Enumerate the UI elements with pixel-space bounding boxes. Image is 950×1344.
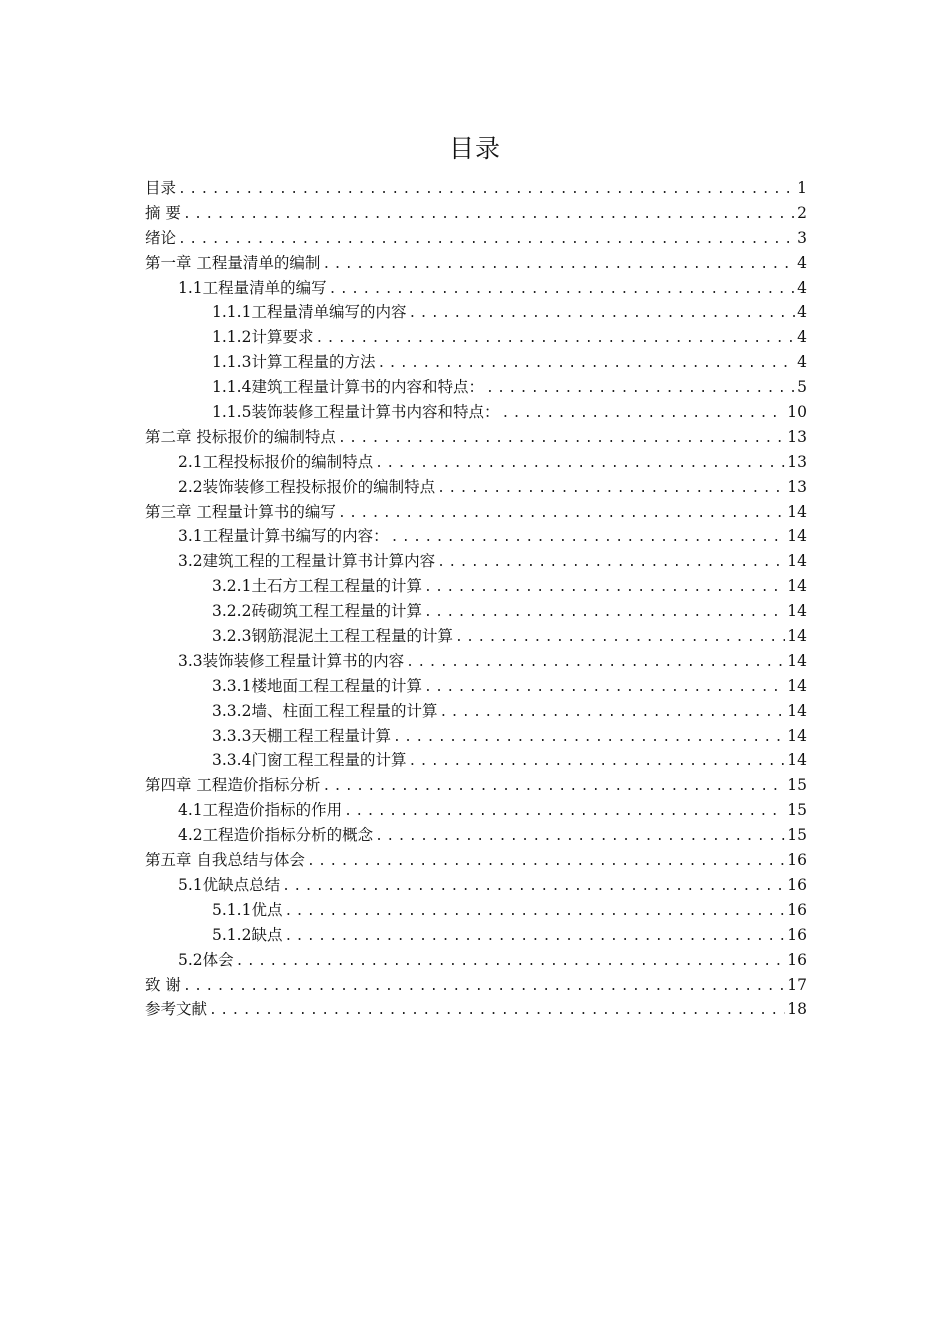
toc-entry-title: 1.1.4建筑工程量计算书的内容和特点：	[212, 378, 484, 397]
toc-page-number: 13	[787, 427, 807, 446]
toc-dot-leader	[322, 253, 795, 278]
toc-page-number: 1	[797, 179, 807, 197]
toc-entry[interactable]	[145, 276, 807, 301]
toc-entry[interactable]	[145, 500, 807, 525]
toc-entry-title: 5.1优缺点总结	[178, 875, 281, 894]
toc-entry[interactable]	[145, 948, 807, 973]
toc-entry-title: 3.3.3天棚工程工程量计算	[212, 726, 391, 745]
toc-page-number: 14	[787, 502, 807, 521]
toc-page-number: 14	[787, 552, 807, 571]
toc-entry-title: 4.2工程造价指标分析的概念	[178, 826, 374, 845]
toc-dot-leader	[183, 203, 795, 228]
toc-dot-leader	[338, 502, 785, 527]
toc-dot-leader	[375, 825, 785, 850]
toc-page-number: 14	[787, 577, 807, 596]
toc-page-number: 14	[787, 676, 807, 695]
toc-entry-title: 5.2体会	[178, 950, 234, 969]
toc-entry[interactable]	[145, 251, 807, 276]
toc-dot-leader	[322, 775, 785, 800]
toc-entry[interactable]	[145, 624, 807, 649]
toc-entry[interactable]	[145, 898, 807, 923]
toc-entry-title: 目录	[145, 179, 177, 197]
toc-entry-title: 致 谢	[145, 975, 181, 994]
toc-entry[interactable]	[145, 226, 807, 251]
toc-page-number: 13	[787, 452, 807, 471]
toc-entry[interactable]	[145, 599, 807, 624]
toc-page-number: 16	[787, 851, 807, 870]
toc-page-number: 16	[787, 950, 807, 969]
toc-dot-leader	[439, 701, 785, 726]
toc-page-number: 10	[787, 403, 807, 422]
toc-page-number: 4	[797, 353, 807, 372]
toc-entry[interactable]	[145, 425, 807, 450]
toc-dot-leader	[501, 402, 785, 427]
toc-entry-title: 绪论	[145, 228, 177, 247]
toc-dot-leader	[209, 999, 785, 1024]
toc-entry[interactable]	[145, 674, 807, 699]
toc-entry[interactable]	[145, 549, 807, 574]
table-of-contents	[145, 176, 807, 1022]
toc-dot-leader	[424, 576, 785, 601]
toc-entry[interactable]	[145, 176, 807, 201]
toc-entry-title: 1.1.5装饰装修工程量计算书内容和特点：	[212, 403, 500, 422]
toc-entry-title: 5.1.1优点	[212, 900, 283, 919]
toc-dot-leader	[406, 651, 785, 676]
toc-page-number: 16	[787, 875, 807, 894]
toc-page-number: 5	[797, 378, 807, 397]
toc-dot-leader	[424, 676, 785, 701]
toc-dot-leader	[282, 875, 785, 900]
toc-entry[interactable]	[145, 997, 807, 1022]
toc-dot-leader	[424, 601, 785, 626]
toc-entry-title: 参考文献	[145, 1000, 208, 1019]
toc-page-number: 15	[787, 801, 807, 820]
toc-page-number: 15	[787, 826, 807, 845]
toc-dot-leader	[408, 302, 795, 327]
toc-entry-title: 3.3.1楼地面工程工程量的计算	[212, 676, 422, 695]
toc-entry-title: 摘 要	[145, 203, 181, 222]
toc-dot-leader	[183, 975, 785, 1000]
toc-entry[interactable]	[145, 524, 807, 549]
toc-page-number: 17	[787, 975, 807, 994]
toc-page-number: 4	[797, 253, 807, 272]
toc-entry[interactable]	[145, 798, 807, 823]
toc-entry[interactable]	[145, 400, 807, 425]
toc-page-number: 18	[787, 1000, 807, 1019]
toc-entry[interactable]	[145, 823, 807, 848]
toc-page-number: 14	[787, 527, 807, 546]
toc-page-number: 14	[787, 602, 807, 621]
toc-entry-title: 3.3.2墙、柱面工程工程量的计算	[212, 701, 438, 720]
toc-entry[interactable]	[145, 375, 807, 400]
toc-entry-title: 1.1.3计算工程量的方法	[212, 353, 376, 372]
toc-entry[interactable]	[145, 475, 807, 500]
toc-entry[interactable]	[145, 724, 807, 749]
toc-page-number: 3	[797, 228, 807, 247]
toc-dot-leader	[344, 800, 785, 825]
toc-dot-leader	[437, 477, 785, 502]
toc-entry-title: 3.3装饰装修工程量计算书的内容	[178, 651, 405, 670]
toc-entry[interactable]	[145, 748, 807, 773]
toc-entry-title: 3.3.4门窗工程工程量的计算	[212, 751, 407, 770]
toc-entry-title: 1.1.1工程量清单编写的内容	[212, 303, 407, 322]
toc-entry-title: 第五章 自我总结与体会	[145, 851, 305, 870]
toc-entry-title: 1.1工程量清单的编写	[178, 278, 327, 297]
toc-entry-title: 第一章 工程量清单的编制	[145, 253, 321, 272]
toc-entry-title: 3.2.2砖砌筑工程工程量的计算	[212, 602, 422, 621]
toc-entry[interactable]	[145, 773, 807, 798]
toc-page-number: 13	[787, 477, 807, 496]
toc-entry[interactable]	[145, 201, 807, 226]
toc-dot-leader	[486, 377, 795, 402]
toc-title: 目录	[448, 134, 501, 163]
toc-dot-leader	[329, 278, 795, 303]
toc-entry[interactable]	[145, 873, 807, 898]
toc-entry[interactable]	[145, 649, 807, 674]
toc-dot-leader	[284, 925, 785, 950]
toc-page-number: 16	[787, 900, 807, 919]
toc-entry-title: 第二章 投标报价的编制特点	[145, 427, 336, 446]
toc-dot-leader	[236, 950, 786, 975]
toc-entry-title: 第三章 工程量计算书的编写	[145, 502, 336, 521]
toc-entry[interactable]	[145, 350, 807, 375]
toc-dot-leader	[284, 900, 785, 925]
toc-dot-leader	[338, 427, 785, 452]
toc-page-number: 15	[787, 776, 807, 795]
toc-entry[interactable]	[145, 923, 807, 948]
toc-page-number: 14	[787, 726, 807, 745]
toc-dot-leader	[377, 352, 795, 377]
toc-entry[interactable]	[145, 699, 807, 724]
toc-page-number: 4	[797, 278, 807, 297]
toc-entry-title: 3.2.1土石方工程工程量的计算	[212, 577, 422, 596]
toc-page-number: 14	[787, 627, 807, 646]
toc-dot-leader	[178, 178, 795, 203]
toc-page-number: 4	[797, 328, 807, 347]
toc-entry[interactable]	[145, 325, 807, 350]
toc-entry-title: 4.1工程造价指标的作用	[178, 801, 343, 820]
toc-dot-leader	[307, 850, 785, 875]
toc-entry[interactable]	[145, 973, 807, 998]
toc-page-number: 14	[787, 701, 807, 720]
toc-page-number: 4	[797, 303, 807, 322]
toc-dot-leader	[391, 526, 786, 551]
toc-entry-title: 2.2装饰装修工程投标报价的编制特点	[178, 477, 436, 496]
toc-entry-title: 1.1.2计算要求	[212, 328, 314, 347]
toc-entry[interactable]	[145, 450, 807, 475]
toc-dot-leader	[437, 551, 785, 576]
toc-dot-leader	[375, 452, 785, 477]
toc-entry-title: 第四章 工程造价指标分析	[145, 776, 321, 795]
toc-page-number: 14	[787, 651, 807, 670]
toc-page-number: 16	[787, 925, 807, 944]
toc-entry-title: 2.1工程投标报价的编制特点	[178, 452, 374, 471]
toc-dot-leader	[393, 726, 785, 751]
toc-entry[interactable]	[145, 848, 807, 873]
toc-entry[interactable]	[145, 300, 807, 325]
toc-dot-leader	[315, 327, 795, 352]
toc-entry-title: 3.1工程量计算书编写的内容：	[178, 527, 389, 546]
toc-entry[interactable]	[145, 574, 807, 599]
toc-dot-leader	[408, 750, 785, 775]
toc-page-number: 2	[797, 203, 807, 222]
toc-entry-title: 3.2建筑工程的工程量计算书计算内容	[178, 552, 436, 571]
toc-dot-leader	[178, 228, 795, 253]
toc-entry-title: 5.1.2缺点	[212, 925, 283, 944]
toc-page-number: 14	[787, 751, 807, 770]
toc-entry-title: 3.2.3钢筋混泥土工程工程量的计算	[212, 627, 453, 646]
toc-dot-leader	[455, 626, 785, 651]
